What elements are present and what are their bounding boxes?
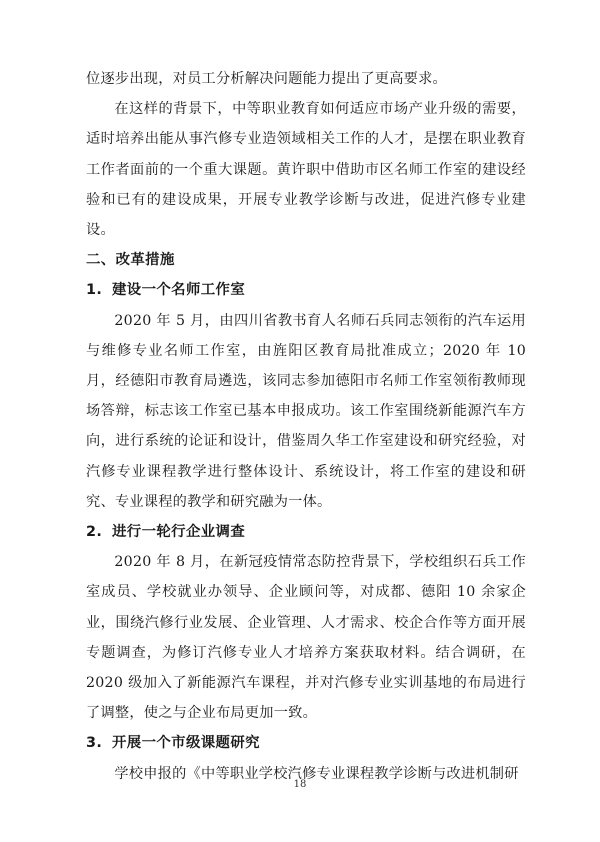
subheading-number: 3.: [86, 735, 103, 752]
section-heading-reform-measures: 二、改革措施: [86, 252, 175, 269]
subheading-text: 建设一个名师工作室: [112, 282, 246, 299]
subheading-text: 进行一轮行企业调查: [112, 524, 246, 541]
paragraph-survey: 2020 年 8 月，在新冠疫情常态防控背景下，学校组织石兵工作室成员、学校就业办领导、企业顾问等，对成都、德阳 10 余家企业，围绕汽修行业发展、企业管理、人才需求、校企合作等方面开展专题调查，为修订汽修专业人才培养方案获取材料。结合调研，在 2020 级加入了新能源汽车课程，并对汽修专业实训基地的布局进行了调整，使之与企业布局更加一致。: [86, 554, 526, 722]
subheading-text: 开展一个市级课题研究: [112, 735, 260, 752]
subheading-number: 1.: [86, 282, 103, 299]
subheading-number: 2.: [86, 524, 103, 541]
subheading-master-teacher-studio: [86, 275, 526, 305]
paragraph-research: 学校申报的《中等职业学校汽修专业课程教学诊断与改进机制研: [114, 765, 519, 782]
paragraph-background: 在这样的背景下，中等职业教育如何适应市场产业升级的需要，适时培养出能从事汽修专业造领域相关工作的人才，是摆在职业教育工作者面前的一个重大课题。黄许职中借助市区名师工作室的建设经验和已有的建设成果，开展专业教学诊断与改进，促进汽修专业建设。: [86, 101, 526, 239]
paragraph-studio: 2020 年 5 月，由四川省教书育人名师石兵同志领衔的汽车运用与维修专业名师工作室，由旌阳区教育局批准成立；2020 年 10 月，经德阳市教育局遴选，该同志参加德阳市名师工作室领衔教师现场答辩，标志该工作室已基本申报成功。该工作室围绕新能源汽车方向，进行系统的论证和设计，借鉴周久华工作室建设和研究经验，对汽修专业课程教学进行整体设计、系统设计，将工作室的建设和研究、专业课程的教学和研究融为一体。: [86, 312, 526, 510]
subheading-enterprise-survey: [86, 517, 526, 547]
page-number: 18: [293, 779, 307, 790]
subheading-research-project: [86, 728, 526, 758]
paragraph-continuation: 位逐步出现，对员工分析解决问题能力提出了更高要求。: [86, 71, 447, 87]
page-body: [86, 64, 526, 789]
